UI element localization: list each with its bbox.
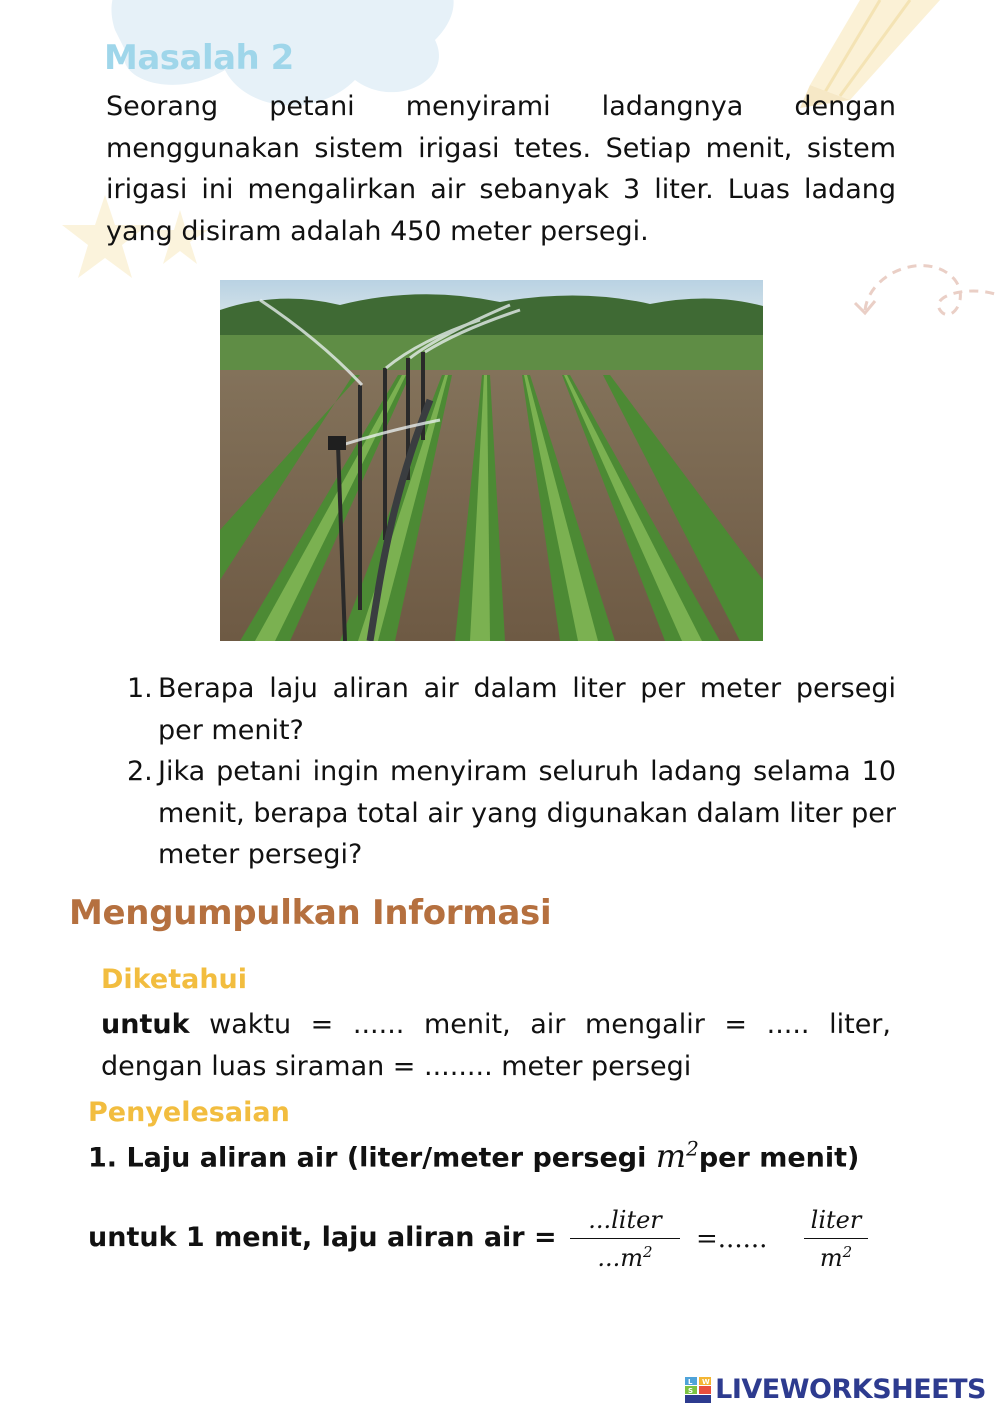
section-title: Mengumpulkan Informasi bbox=[69, 893, 552, 933]
formula-answer-blank[interactable]: =...... bbox=[696, 1224, 768, 1254]
m-squared: $m^2$ bbox=[655, 1136, 699, 1175]
step-1-suffix: per menit) bbox=[698, 1142, 860, 1174]
unit-numerator: liter bbox=[804, 1206, 868, 1239]
solution-label: Penyelesaian bbox=[88, 1097, 290, 1128]
logo-letter: L bbox=[688, 1377, 693, 1386]
step-1-heading bbox=[88, 1136, 859, 1175]
problem-text: Seorang petani menyirami ladangnya dengan menggunakan sistem irigasi tetes. Setiap menit, sistem irigasi ini mengalirkan air sebanyak 3 liter. Luas ladang yang disiram adalah 450 meter persegi. bbox=[106, 91, 896, 247]
fraction-liter-per-area bbox=[570, 1206, 680, 1272]
brand-name[interactable]: LIVEWORKSHEETS bbox=[715, 1374, 986, 1405]
irrigation-field-photo bbox=[220, 280, 763, 641]
unit-denominator: $m^2$ bbox=[819, 1243, 853, 1272]
question-text: Jika petani ingin menyiram seluruh ladang selama 10 menit, berapa total air yang digunakan dalam liter per meter persegi? bbox=[158, 756, 896, 870]
liveworksheets-logo-icon bbox=[685, 1377, 711, 1403]
dashed-arrow-icon bbox=[850, 255, 1000, 335]
formula-lead: untuk 1 menit, laju aliran air = bbox=[88, 1222, 557, 1253]
question-text: Berapa laju aliran air dalam liter per meter persegi per menit? bbox=[158, 673, 896, 746]
known-bold: untuk bbox=[101, 1009, 190, 1040]
known-label: Diketahui bbox=[101, 964, 248, 995]
problem-title: Masalah 2 bbox=[104, 38, 294, 78]
step-1-text: 1. Laju aliran air (liter/meter persegi bbox=[88, 1142, 656, 1174]
question-list bbox=[127, 668, 896, 876]
question-item bbox=[127, 751, 896, 876]
flow-rate-formula bbox=[88, 1206, 888, 1286]
logo-letter: S bbox=[688, 1386, 694, 1395]
known-fill-in: waktu = ...... menit, air mengalir = ..... liter, dengan luas siraman = ........ meter persegi bbox=[101, 1009, 891, 1082]
fraction-unit bbox=[804, 1206, 868, 1272]
liveworksheets-brand bbox=[685, 1374, 986, 1405]
question-number: 2. bbox=[127, 756, 153, 787]
question-number: 1. bbox=[127, 673, 153, 704]
logo-letter: W bbox=[702, 1377, 710, 1386]
known-text bbox=[101, 1004, 891, 1087]
question-item bbox=[127, 668, 896, 751]
fraction-denominator[interactable]: $...m^2$ bbox=[597, 1243, 653, 1272]
fraction-numerator[interactable]: ...liter bbox=[570, 1206, 680, 1239]
